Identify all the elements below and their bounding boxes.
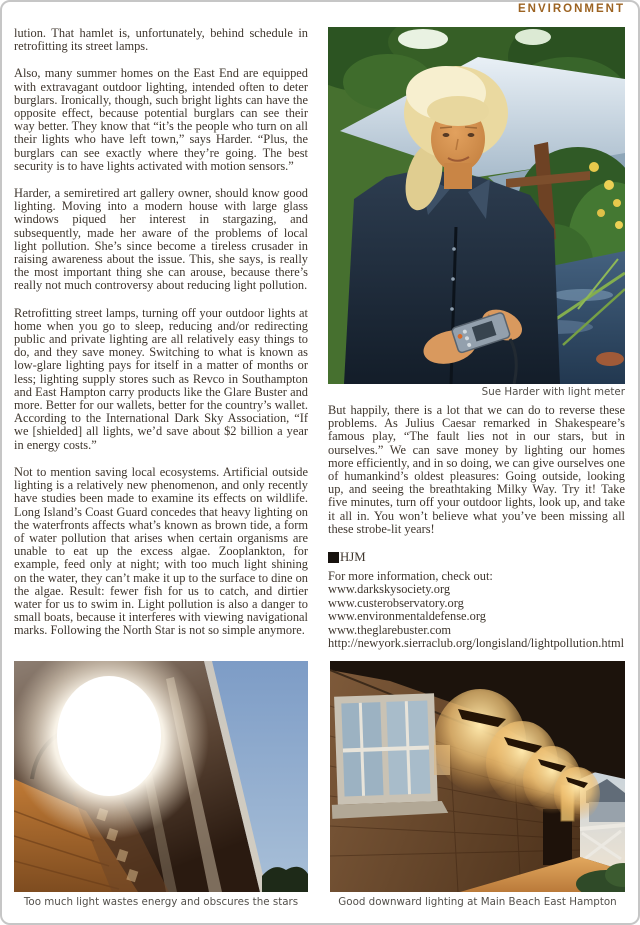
beach-photo-caption: Good downward lighting at Main Beach East Hampton (338, 896, 617, 908)
main-beach-photo (330, 661, 625, 892)
url-text: http://newyork.sierraclub.org/longisland/lightpollution.html (328, 636, 625, 651)
sue-photo-caption: Sue Harder with light meter (481, 386, 625, 398)
byline-initials: HJM (340, 550, 366, 565)
glare-photo-caption: Too much light wastes energy and obscures the stars (23, 896, 299, 908)
info-heading: For more information, check out: (328, 569, 493, 583)
sue-harder-photo (328, 27, 625, 384)
info-block (328, 570, 625, 650)
url-text: www.darkskysociety.org (328, 582, 451, 597)
right-column (328, 404, 625, 564)
section-label: ENVIRONMENT (518, 3, 625, 15)
article-paragraph: Harder, a semiretired art gallery owner, should know good lighting. Moving into a modern house with large glass windows piqued her interest in stargazing, and subsequently, made her aware of the problems of local light pollution. She’s since become a tireless crusader in raising awareness about the issue. This, she says, is really the most important thing she can arouse, because there’s really not much controversy about reducing light pollution. (14, 186, 308, 293)
url-text: www.custerobservatory.org (328, 595, 464, 610)
article-paragraph: Not to mention saving local ecosystems. Artificial outside lighting is a relatively new phenomenon, and only recently have studies been made to examine its effects on wildlife. Long Island’s Coast Guard concedes that heavy lighting on the waterfronts affects what’s known as brown tide, a form of water pollution that arises when certain organisms are unable to eat up the excess algae. Zooplankton, for example, feed only at night; with too much light shining on the water, they can’t make it up to the surface to dine on the algae. Result: fewer fish for us to catch, and dirtier water for us to swim in. Light pollution is also a danger to small boats, because it interferes with viewing navigational marks. Following the North Star is not so simple anymore. (14, 464, 308, 638)
end-mark-icon (328, 552, 339, 563)
left-column (14, 27, 308, 652)
article-paragraph: Retrofitting street lamps, turning off your outdoor lights at home when you go to sleep, reducing and/or redirecting public and private lighting are all relatively easy things to do, and they save money. Switching to what is known as low-glare lighting pays for itself in a matter of months or less; lighting supply stores such as Revco in Southampton and East Hampton carry products like the Glare Buster and more. Better for our wallets, better for the country’s wallet. According to the International Dark Sky Association, “If we [shielded] all lights, we’d save about $2 billion a year in energy costs.” (14, 305, 308, 452)
article-paragraph: lution. That hamlet is, unfortunately, behind schedule in retrofitting its street lamps. (14, 26, 308, 54)
glare-light-photo (14, 661, 308, 892)
article-paragraph: Also, many summer homes on the East End are equipped with extravagant outdoor lighting, intended often to deter burglars. Ironically, though, such bright lights can have the opposite effect, because potential burglars can see their way better. They know that “it’s the people who turn on all their lights who have left town,” says Harder. “Plus, the burglars can see exactly where they’re going. The best security is to have lights activated with motion sensors.” (14, 66, 308, 173)
byline (328, 550, 625, 564)
url-text: www.environmentaldefense.org (328, 609, 486, 624)
url-text: www.theglarebuster.com (328, 622, 452, 637)
article-paragraph: But happily, there is a lot that we can do to reverse these problems. As Julius Caesar remarked in Shakespeare’s famous play, “The fault lies not in our stars, but in ourselves.” We can save money by lighting our homes more efficiently, and in so doing, we can give ourselves one of humankind’s oldest pleasures: Going outside, looking up, and seeing the breathtaking Milky Way. Try it! Take five minutes, turn off your outdoor lights, look up, and take it all in. You won’t believe what you’ve been missing all these strobe-lit years! (328, 403, 625, 536)
